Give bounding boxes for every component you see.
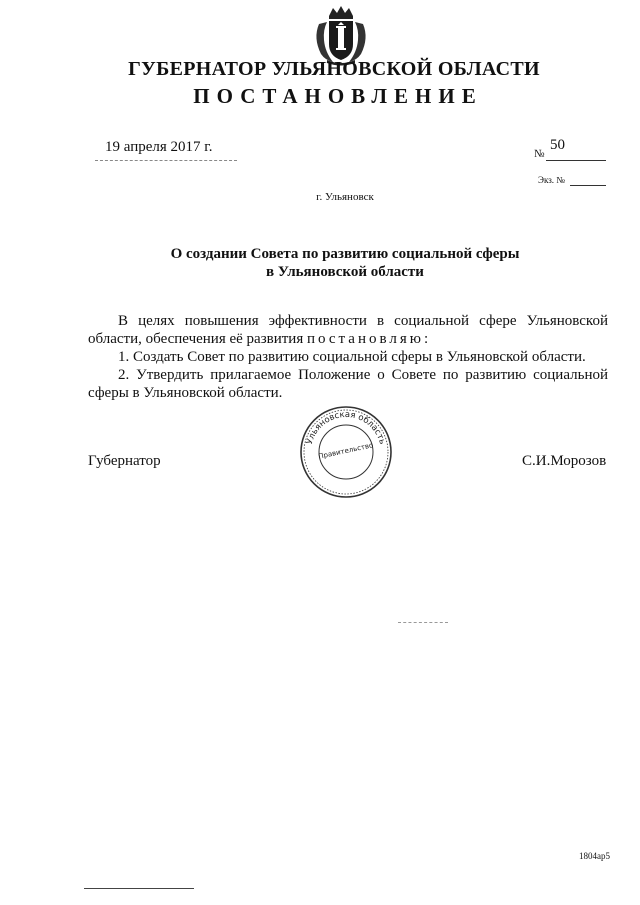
document-type: ПОСТАНОВЛЕНИЕ [193,84,483,108]
footer-code: 1804ap5 [579,851,610,861]
signatory-title: Губернатор [88,453,161,469]
signatory-name: С.И.Морозов [522,453,607,469]
preamble-end: : [423,331,429,347]
decree-item-2: 2. Утвердить прилагаемое Положение о Совете по развитию социальной сферы в Ульяновской области. [88,367,608,401]
footer-line [84,888,194,889]
issuing-authority: ГУБЕРНАТОР УЛЬЯНОВСКОЙ ОБЛАСТИ [128,58,540,80]
copy-number-label: Экз. № [538,175,565,185]
preamble-paragraph [88,312,608,348]
document-number: 50 [550,137,565,153]
decree-word: постановляю [306,331,424,347]
number-underline [546,160,606,161]
date-underline [95,160,237,161]
heading-line-1: О создании Совета по развитию социальной сферы [170,246,520,262]
preamble-text: В целях повышения эффективности в социальной сфере Ульяновской области, обеспечения её развития [88,313,608,347]
scan-mark [398,622,448,623]
seal-ring-text: Ульяновская область [304,409,388,446]
number-sign: № [534,148,545,160]
city: г. Ульяновск [316,191,374,203]
copy-number-underline [570,185,606,186]
coat-of-arms-icon [311,4,371,66]
document-date: 19 апреля 2017 г. [105,139,213,155]
heading-line-2: в Ульяновской области [266,264,424,280]
official-seal-icon [299,405,393,499]
document-body [88,312,608,402]
seal-center-text: Правительство [317,441,375,461]
document-heading [150,245,540,281]
decree-item-1: 1. Создать Совет по развитию социальной сферы в Ульяновской области. [118,349,586,365]
